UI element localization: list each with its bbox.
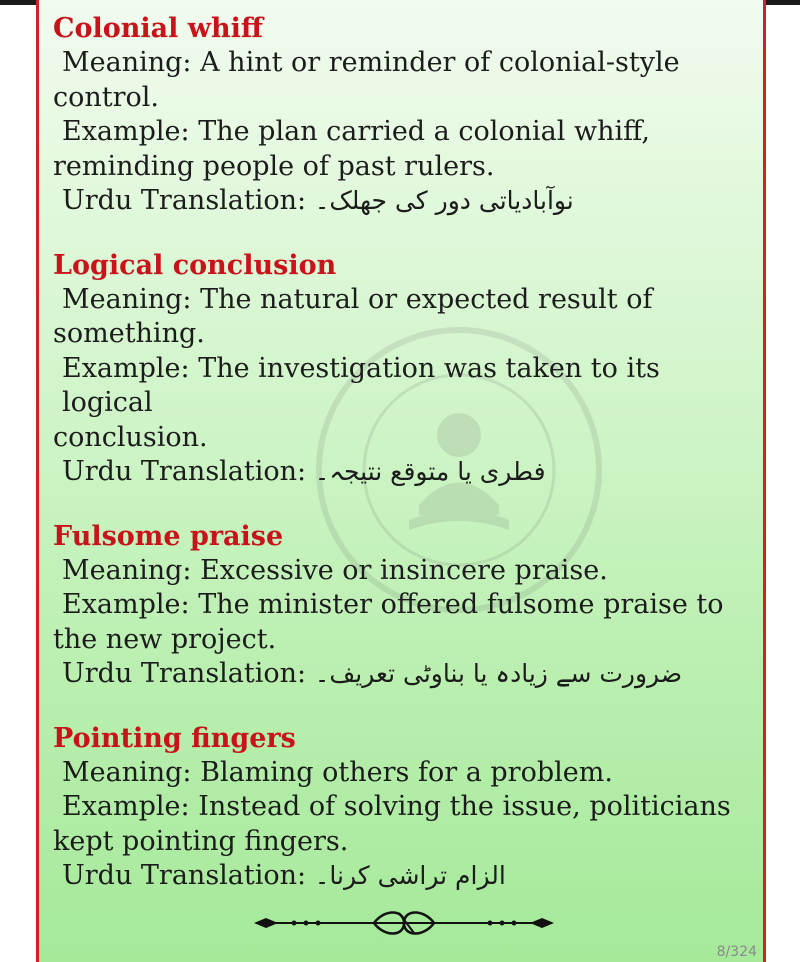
example-text-cont: kept pointing fingers. bbox=[53, 825, 349, 857]
divider-ornament-icon bbox=[254, 903, 554, 943]
meaning-text: Meaning: Blaming others for a problem. bbox=[62, 756, 613, 788]
entry-pointing-fingers bbox=[53, 722, 753, 894]
example-text: Example: The minister offered fulsome praise to bbox=[62, 589, 724, 620]
meaning-text: Meaning: A hint or reminder of colonial-style bbox=[62, 47, 680, 78]
urdu-text: نوآبادیاتی دور کی جھلک۔ bbox=[314, 186, 574, 215]
urdu-text: ضرورت سے زیادہ یا بناوٹی تعریف۔ bbox=[314, 659, 683, 688]
term-heading: Pointing fingers bbox=[53, 722, 296, 754]
urdu-translation bbox=[53, 859, 753, 894]
meaning-text: Meaning: The natural or expected result of bbox=[62, 283, 653, 315]
urdu-label: Urdu Translation: bbox=[62, 658, 307, 689]
urdu-translation bbox=[53, 657, 753, 692]
urdu-text: الزام تراشی کرنا۔ bbox=[314, 861, 506, 890]
example-text-cont: the new project. bbox=[53, 623, 277, 655]
entry-fulsome-praise bbox=[53, 520, 753, 692]
meaning-text: Meaning: Excessive or insincere praise. bbox=[62, 554, 608, 586]
meaning-text-cont: control. bbox=[53, 81, 159, 113]
urdu-label: Urdu Translation: bbox=[62, 185, 307, 216]
term-heading: Logical conclusion bbox=[53, 249, 337, 281]
meaning-text-cont: something. bbox=[53, 318, 205, 349]
entry-logical-conclusion bbox=[53, 249, 753, 490]
example-text: Example: The plan carried a colonial whiff, bbox=[62, 116, 650, 147]
urdu-label: Urdu Translation: bbox=[62, 860, 307, 891]
example-text: Example: Instead of solving the issue, politicians bbox=[62, 791, 731, 822]
urdu-translation bbox=[53, 184, 753, 219]
urdu-translation bbox=[53, 455, 753, 490]
term-heading: Colonial whiff bbox=[53, 13, 264, 44]
page-number: 8/324 bbox=[716, 944, 757, 960]
example-text-cont: reminding people of past rulers. bbox=[53, 150, 495, 182]
example-text-cont: conclusion. bbox=[53, 421, 208, 453]
term-heading: Fulsome praise bbox=[53, 520, 284, 552]
urdu-label: Urdu Translation: bbox=[62, 456, 307, 487]
vocabulary-card bbox=[36, 0, 766, 962]
urdu-text: فطری یا متوقع نتیجہ۔ bbox=[314, 457, 546, 486]
example-text: Example: The investigation was taken to its logical bbox=[62, 352, 660, 418]
entries-list bbox=[53, 12, 753, 924]
entry-colonial-whiff bbox=[53, 12, 753, 219]
